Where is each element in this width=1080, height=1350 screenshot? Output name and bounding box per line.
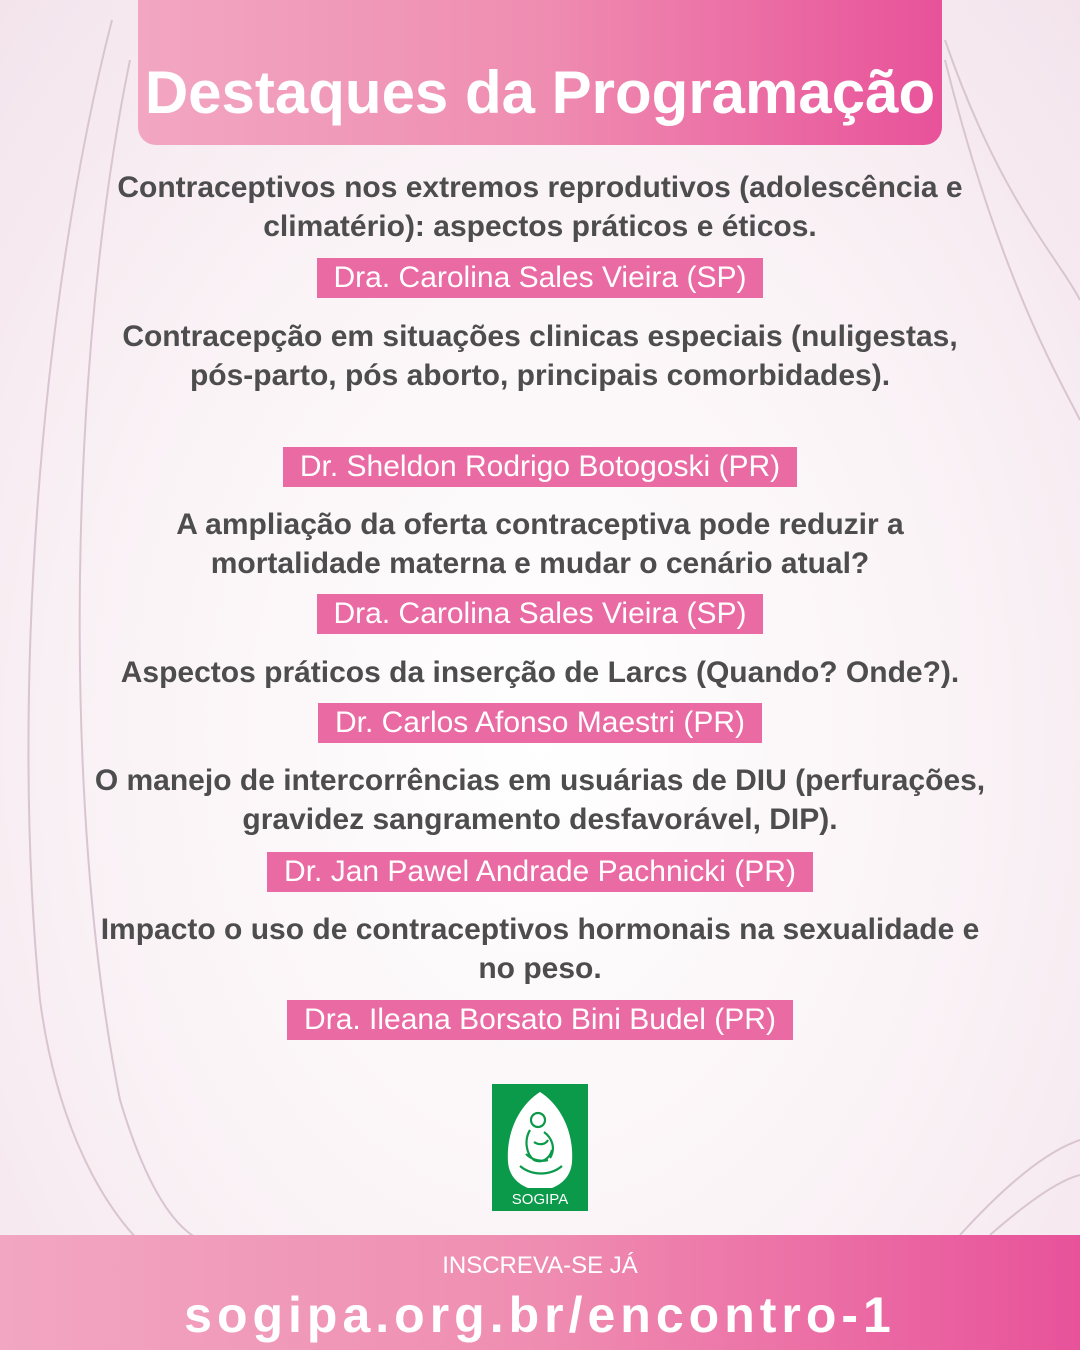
page-title: Destaques da Programação [144, 59, 936, 126]
topic-3: A ampliação da oferta contraceptiva pode reduzir a mortalidade materna e mudar o cenário atual? [176, 508, 904, 580]
sogipa-logo [492, 1084, 588, 1211]
speaker-name-4: Dr. Carlos Afonso Maestri (PR) [318, 703, 762, 743]
speaker-badge-5 [0, 852, 1080, 892]
speaker-name-5: Dr. Jan Pawel Andrade Pachnicki (PR) [267, 852, 813, 892]
topic-6: Impacto o uso de contraceptivos hormonais na sexualidade e no peso. [100, 913, 980, 985]
speaker-name-3: Dra. Carolina Sales Vieira (SP) [317, 594, 764, 634]
speaker-badge-3 [0, 594, 1080, 634]
topic-4: Aspectos práticos da inserção de Larcs (Quando? Onde?). [120, 656, 960, 689]
speaker-name-2: Dr. Sheldon Rodrigo Botogoski (PR) [283, 447, 797, 487]
speaker-name-6: Dra. Ileana Borsato Bini Budel (PR) [287, 1000, 793, 1040]
sogipa-emblem-icon [492, 1084, 588, 1211]
speaker-badge-1 [0, 258, 1080, 298]
footer-banner [0, 1235, 1080, 1350]
topic-2: Contracepção em situações clinicas especiais (nuligestas, pós-parto, pós aborto, principais comorbidades). [122, 320, 958, 392]
speaker-badge-2 [0, 447, 1080, 487]
speaker-name-1: Dra. Carolina Sales Vieira (SP) [317, 258, 764, 298]
speaker-badge-6 [0, 1000, 1080, 1040]
speaker-badge-4 [0, 703, 1080, 743]
header-banner [138, 0, 942, 145]
register-cta: INSCREVA-SE JÁ [442, 1252, 638, 1279]
topic-5: O manejo de intercorrências em usuárias de DIU (perfurações, gravidez sangramento desfavorável, DIP). [94, 764, 986, 836]
registration-link[interactable]: sogipa.org.br/encontro-1 [184, 1287, 896, 1343]
logo-label: SOGIPA [511, 1191, 569, 1208]
topic-1: Contraceptivos nos extremos reprodutivos (adolescência e climatério): aspectos práticos e éticos. [117, 171, 963, 243]
